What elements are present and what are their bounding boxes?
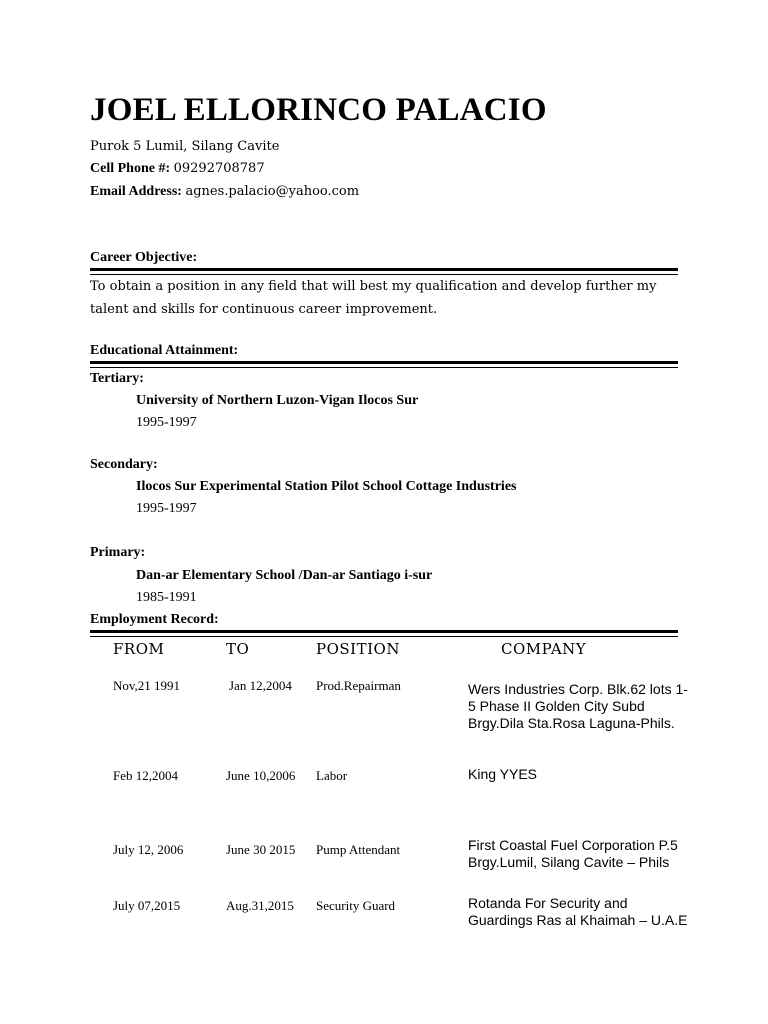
row1-to: Jan 12,2004	[229, 678, 292, 693]
secondary-school: Ilocos Sur Experimental Station Pilot School Cottage Industries	[136, 479, 517, 494]
tertiary-years: 1995-1997	[136, 415, 197, 430]
row2-from: Feb 12,2004	[113, 768, 178, 783]
applicant-name: JOEL ELLORINCO PALACIO	[90, 92, 547, 128]
primary-label: Primary:	[90, 545, 146, 560]
tertiary-label: Tertiary:	[90, 371, 144, 386]
phone-line	[90, 161, 265, 177]
address: Purok 5 Lumil, Silang Cavite	[90, 139, 280, 154]
row3-to: June 30 2015	[226, 842, 296, 857]
row2-to: June 10,2006	[226, 768, 296, 783]
secondary-years: 1995-1997	[136, 501, 197, 516]
row3-from: July 12, 2006	[113, 842, 184, 857]
objective-text-line2: talent and skills for continuous career improvement.	[90, 302, 438, 317]
employment-rule-thin	[90, 636, 678, 637]
email-line	[90, 184, 359, 200]
education-rule-thin	[90, 367, 678, 368]
secondary-label: Secondary:	[90, 457, 158, 472]
row4-from: July 07,2015	[113, 898, 181, 913]
tertiary-school: University of Northern Luzon-Vigan Ilocos Sur	[136, 393, 419, 408]
objective-rule-thin	[90, 274, 678, 275]
primary-years: 1985-1991	[136, 590, 197, 605]
row1-position: Prod.Repairman	[316, 678, 401, 693]
phone-label: Cell Phone #:	[90, 161, 171, 176]
phone-value: 09292708787	[173, 161, 265, 176]
employment-heading: Employment Record:	[90, 612, 219, 627]
column-header-from: FROM	[113, 640, 165, 658]
objective-rule-thick	[90, 268, 678, 271]
row4-to: Aug.31,2015	[226, 898, 294, 913]
employment-rule-thick	[90, 630, 678, 633]
objective-text-line1: To obtain a position in any field that will best my qualification and develop further my	[90, 279, 657, 294]
column-header-position: POSITION	[316, 640, 400, 658]
objective-heading: Career Objective:	[90, 250, 198, 265]
row3-position: Pump Attendant	[316, 842, 401, 857]
column-header-company: COMPANY	[501, 640, 587, 658]
email-label: Email Address:	[90, 184, 182, 199]
row1-company: Wers Industries Corp. Blk.62 lots 1-5 Phase II Golden City Subd Brgy.Dila Sta.Rosa Laguna-Phils.	[468, 681, 688, 731]
row1-from: Nov,21 1991	[113, 678, 181, 693]
education-heading: Educational Attainment:	[90, 343, 239, 358]
row2-company-clipped: King YYES	[468, 766, 538, 782]
column-header-to: TO	[226, 640, 250, 658]
row2-position: Labor	[316, 768, 348, 783]
email-value: agnes.palacio@yahoo.com	[185, 184, 360, 199]
row3-company: First Coastal Fuel Corporation P.5 Brgy.Lumil, Silang Cavite – Phils	[468, 837, 678, 870]
row4-position: Security Guard	[316, 898, 396, 913]
primary-school: Dan-ar Elementary School /Dan-ar Santiago i-sur	[136, 568, 433, 583]
row4-company: Rotanda For Security and Guardings Ras al Khaimah – U.A.E	[468, 895, 688, 928]
education-rule-thick	[90, 361, 678, 364]
